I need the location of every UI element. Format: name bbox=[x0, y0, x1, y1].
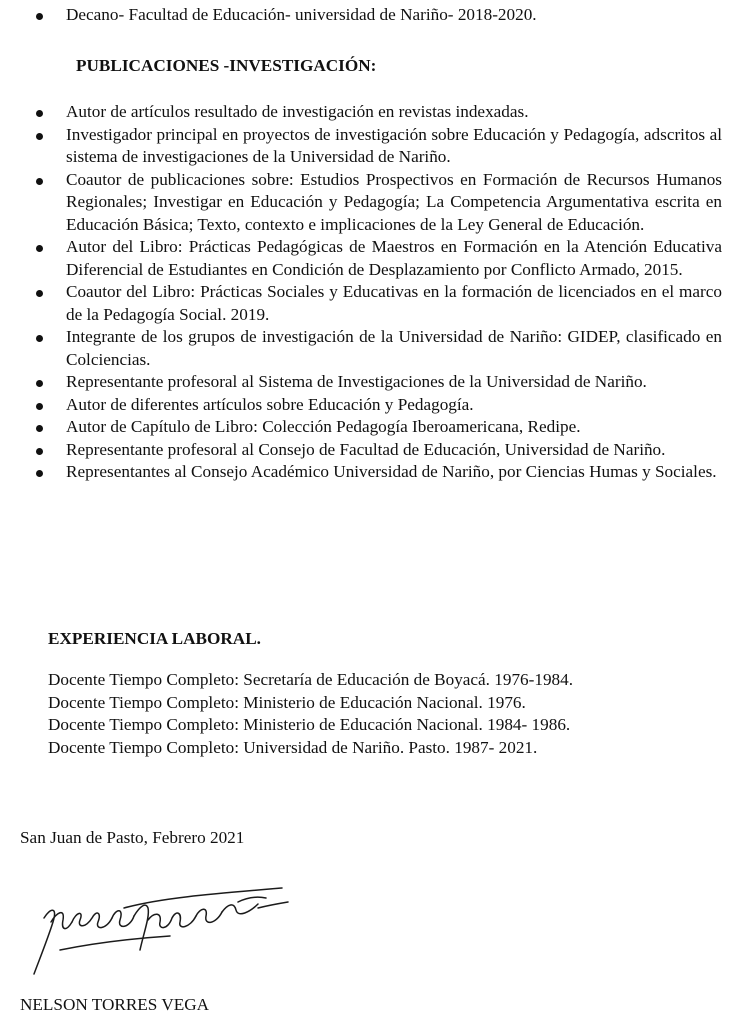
list-item: Autor de artículos resultado de investigación en revistas indexadas. bbox=[0, 101, 749, 124]
bullet-icon bbox=[36, 470, 43, 477]
place-date: San Juan de Pasto, Febrero 2021 bbox=[20, 828, 245, 847]
signer-name: NELSON TORRES VEGA bbox=[20, 995, 210, 1014]
experience-line: Docente Tiempo Completo: Universidad de Nariño. Pasto. 1987- 2021. bbox=[48, 737, 538, 757]
publications-heading: PUBLICACIONES -INVESTIGACIÓN: bbox=[76, 56, 377, 75]
list-item: Representantes al Consejo Académico Universidad de Nariño, por Ciencias Humas y Sociales. bbox=[0, 461, 749, 484]
bullet-icon bbox=[36, 448, 43, 455]
bullet-icon bbox=[36, 425, 43, 432]
experience-line: Docente Tiempo Completo: Ministerio de Educación Nacional. 1976. bbox=[48, 692, 526, 712]
experience-heading: EXPERIENCIA LABORAL. bbox=[48, 629, 261, 648]
bullet-icon bbox=[36, 133, 43, 140]
experience-line: Docente Tiempo Completo: Ministerio de Educación Nacional. 1984- 1986. bbox=[48, 715, 571, 734]
list-item: Coautor del Libro: Prácticas Sociales y Educativas en la formación de licenciados en el marco de la Pedagogía Social. 2019. bbox=[0, 281, 749, 326]
list-item: Autor de diferentes artículos sobre Educación y Pedagogía. bbox=[0, 394, 749, 417]
bullet-icon bbox=[36, 110, 43, 117]
list-item: Integrante de los grupos de investigación de la Universidad de Nariño: GIDEP, clasificado en Colciencias. bbox=[0, 326, 749, 371]
list-item: Decano- Facultad de Educación- universidad de Nariño- 2018-2020. bbox=[0, 4, 749, 27]
publications-list bbox=[0, 101, 749, 484]
bullet-icon bbox=[36, 13, 43, 20]
list-item: Autor del Libro: Prácticas Pedagógicas de Maestros en Formación en la Atención Educativa Diferencial de Estudiantes en Condición de Desplazamiento por Conflicto Armado, 2015. bbox=[0, 236, 749, 281]
list-item: Representante profesoral al Consejo de Facultad de Educación, Universidad de Nariño. bbox=[0, 439, 749, 462]
experience-line: Docente Tiempo Completo: Secretaría de Educación de Boyacá. 1976-1984. bbox=[48, 670, 574, 689]
intro-list bbox=[0, 4, 749, 27]
bullet-icon bbox=[36, 178, 43, 185]
bullet-icon bbox=[36, 403, 43, 410]
bullet-icon bbox=[36, 290, 43, 297]
bullet-icon bbox=[36, 245, 43, 252]
bullet-icon bbox=[36, 380, 43, 387]
list-item: Autor de Capítulo de Libro: Colección Pedagogía Iberoamericana, Redipe. bbox=[0, 416, 749, 439]
signature-image bbox=[20, 872, 300, 982]
bullet-icon bbox=[36, 335, 43, 342]
experience-list bbox=[48, 669, 573, 759]
list-item: Investigador principal en proyectos de investigación sobre Educación y Pedagogía, adscritos al sistema de investigaciones de la Universidad de Nariño. bbox=[0, 124, 749, 169]
list-item: Coautor de publicaciones sobre: Estudios Prospectivos en Formación de Recursos Humanos Regionales; Investigar en Educación y Pedagogía; La Competencia Argumentativa escrita en Educación Básica; Texto, contexto e implicaciones de la Ley General de Educación. bbox=[0, 169, 749, 237]
list-item: Representante profesoral al Sistema de Investigaciones de la Universidad de Nariño. bbox=[0, 371, 749, 394]
